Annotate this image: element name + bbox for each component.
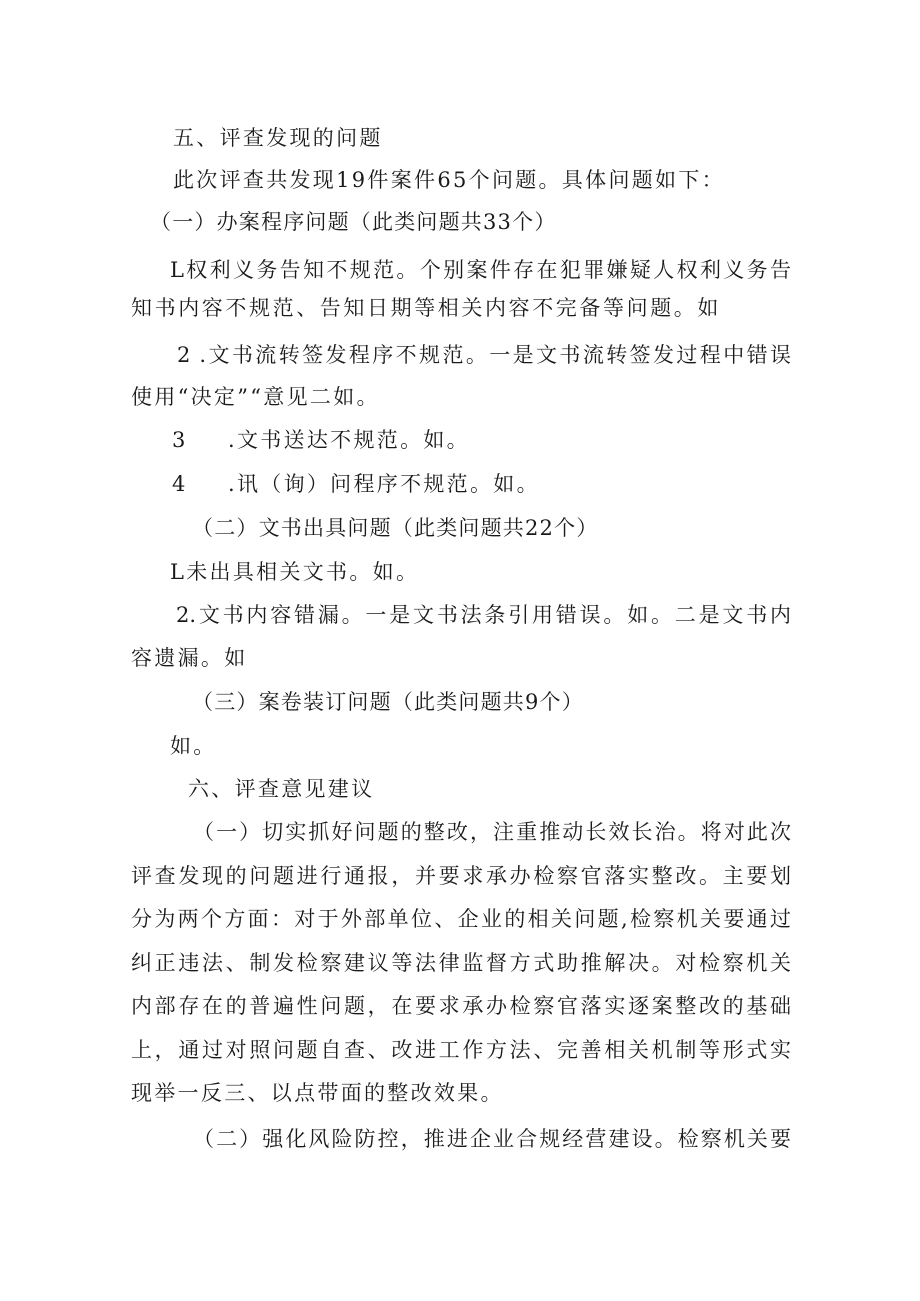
s6-p2-line1: （二）强化风险防控，推进企业合规经营建设。检察机关要 [193, 1127, 791, 1151]
subsection-1-heading: （一）办案程序问题（此类问题共33个） [150, 210, 557, 234]
sub2-item1: L未出具相关文书。如。 [170, 560, 420, 584]
sub1-item3-text: .文书送达不规范。如。 [228, 428, 470, 452]
sub2-item2-line2: 容遗漏。如 [131, 646, 248, 670]
s6-p1-line6: 上，通过对照问题自查、改进工作方法、完善相关机制等形式实 [131, 1038, 791, 1062]
sub1-item1-line1: L权利义务告知不规范。个别案件存在犯罪嫌疑人权利义务告 [170, 258, 791, 282]
sub2-item2-line1: 2.文书内容错漏。一是文书法条引用错误。如。二是文书内 [176, 603, 791, 627]
sub1-item4-number: 4 [172, 472, 186, 496]
sub1-item2-line2: 使用“决定”“意见二如。 [131, 385, 380, 409]
subsection-3-heading: （三）案卷装订问题（此类问题共9个） [192, 690, 584, 714]
s6-p1-line2: 评查发现的问题进行通报，并要求承办检察官落实整改。主要划 [131, 864, 791, 888]
sub3-item1: 如。 [170, 734, 217, 758]
s6-p1-line1: （一）切实抓好问题的整改，注重推动长效长治。将对此次 [193, 820, 791, 844]
s6-p1-line7: 现举一反三、以点带面的整改效果。 [131, 1081, 504, 1105]
section-5-summary: 此次评查共发现19件案件65个问题。具体问题如下： [173, 168, 725, 192]
subsection-2-heading: （二）文书出具问题（此类问题共22个） [192, 516, 599, 540]
section-5-heading: 五、评查发现的问题 [173, 126, 383, 150]
sub1-item4-text: .讯（询）问程序不规范。如。 [228, 472, 540, 496]
s6-p1-line3: 分为两个方面：对于外部单位、企业的相关问题,检察机关要通过 [131, 907, 791, 931]
sub1-item1-line2: 知书内容不规范、告知日期等相关内容不完备等问题。如 [131, 296, 721, 320]
s6-p1-line4: 纠正违法、制发检察建议等法律监督方式助推解决。对检察机关 [131, 951, 791, 975]
section-6-heading: 六、评查意见建议 [188, 777, 375, 801]
sub1-item2-line1: 2 .文书流转签发程序不规范。一是文书流转签发过程中错误 [177, 343, 791, 367]
s6-p1-line5: 内部存在的普遍性问题，在要求承办检察官落实逐案整改的基础 [131, 994, 791, 1018]
sub1-item3-number: 3 [172, 428, 186, 452]
